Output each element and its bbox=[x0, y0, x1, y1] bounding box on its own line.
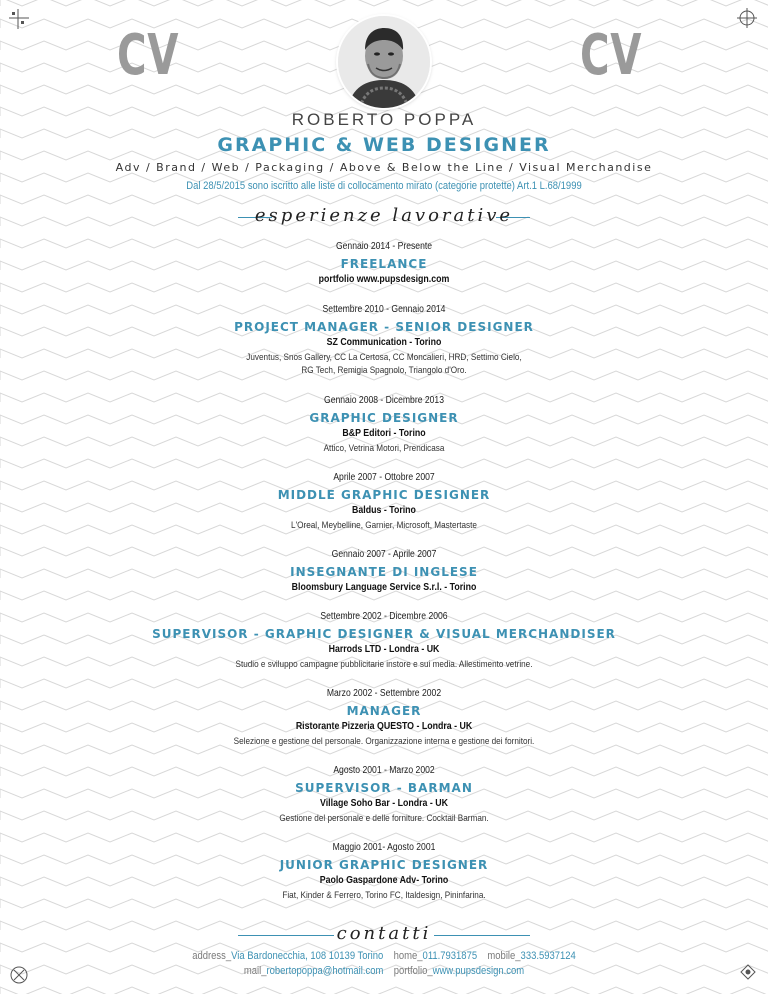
crosshair-icon bbox=[737, 8, 757, 28]
job-title: JUNIOR GRAPHIC DESIGNER bbox=[279, 858, 489, 872]
job-entry bbox=[0, 241, 768, 286]
job-dates: Maggio 2001- Agosto 2001 bbox=[332, 842, 436, 853]
person-name: ROBERTO POPPA bbox=[291, 110, 477, 129]
job-clients: Selezione e gestione del personale. Organizzazione interna e gestione dei fornitori. bbox=[233, 736, 535, 747]
registration-corner-icon bbox=[9, 9, 29, 29]
job-title: PROJECT MANAGER - SENIOR DESIGNER bbox=[234, 320, 534, 334]
job-dates: Aprile 2007 - Ottobre 2007 bbox=[333, 472, 435, 483]
job-entry bbox=[0, 549, 768, 594]
mobile-label: mobile_ bbox=[487, 950, 521, 962]
job-company: Bloomsbury Language Service S.r.l. - Torino bbox=[291, 582, 477, 593]
job-company: portfolio www.pupsdesign.com bbox=[318, 274, 450, 285]
job-company: Harrods LTD - Londra - UK bbox=[328, 644, 440, 655]
address-label: address_ bbox=[192, 950, 232, 962]
mail-label: mail_ bbox=[243, 965, 267, 977]
job-entry bbox=[0, 765, 768, 825]
job-dates: Gennaio 2007 - Aprile 2007 bbox=[331, 549, 437, 560]
job-title: MIDDLE GRAPHIC DESIGNER bbox=[277, 488, 491, 502]
job-clients: Fiat, Kinder & Ferrero, Torino FC, Italdesign, Pininfarina. bbox=[282, 890, 486, 901]
contacts-heading bbox=[238, 923, 530, 946]
job-company: Baldus - Torino bbox=[352, 505, 416, 516]
job-company: SZ Communication - Torino bbox=[326, 337, 442, 348]
job-entry bbox=[0, 395, 768, 455]
home-phone-value: 011.7931875 bbox=[422, 950, 478, 962]
experience-title: esperienze lavorative bbox=[254, 205, 514, 226]
job-title: INSEGNANTE DI INGLESE bbox=[290, 565, 478, 579]
job-company: B&P Editori - Torino bbox=[342, 428, 426, 439]
job-company: Village Soho Bar - Londra - UK bbox=[320, 798, 448, 809]
job-title: SUPERVISOR - BARMAN bbox=[295, 781, 473, 795]
job-title: SUPERVISOR - GRAPHIC DESIGNER & VISUAL MERCHANDISER bbox=[152, 627, 616, 641]
job-dates: Agosto 2001 - Marzo 2002 bbox=[333, 765, 435, 776]
job-company: Ristorante Pizzeria QUESTO - Londra - UK bbox=[295, 721, 473, 732]
job-clients: RG Tech, Remigia Spagnolo, Triangolo d'Oro. bbox=[301, 365, 467, 376]
job-dates: Marzo 2002 - Settembre 2002 bbox=[326, 688, 442, 699]
job-dates: Gennaio 2014 - Presente bbox=[335, 241, 433, 252]
experience-heading bbox=[238, 205, 530, 228]
portfolio-label: portfolio_ bbox=[393, 965, 433, 977]
job-entry bbox=[0, 842, 768, 902]
portfolio-link[interactable]: www.pupsdesign.com bbox=[432, 965, 525, 977]
skills-line: Adv / Brand / Web / Packaging / Above & Below the Line / Visual Merchandise bbox=[115, 161, 653, 174]
job-clients: Attico, Vetrina Motori, Prendicasa bbox=[323, 443, 445, 454]
home-label: home_ bbox=[393, 950, 423, 962]
circle-x-icon bbox=[9, 965, 29, 985]
job-entry bbox=[0, 304, 768, 377]
avatar bbox=[338, 16, 430, 108]
portrait-photo bbox=[338, 16, 430, 108]
diamond-target-icon bbox=[740, 964, 756, 980]
job-clients: Juventus, Snos Gallery, CC La Certosa, CC Moncalieri, HRD, Settimo Cielo, bbox=[246, 352, 522, 363]
job-entry bbox=[0, 472, 768, 532]
job-clients: Studio e sviluppo campagne pubblicitarie instore e sui media. Allestimento vetrine. bbox=[235, 659, 533, 670]
mobile-phone-value: 333.5937124 bbox=[520, 950, 576, 962]
job-clients: Gestione del personale e delle forniture. Cocktail Barman. bbox=[279, 813, 489, 824]
address-value: Via Bardonecchia, 108 10139 Torino bbox=[231, 950, 384, 962]
job-entry bbox=[0, 688, 768, 748]
job-clients: L'Oreal, Meybelline, Garnier, Microsoft, Mastertaste bbox=[291, 520, 477, 531]
job-title: GRAPHIC DESIGNER bbox=[309, 411, 459, 425]
job-dates: Settembre 2002 - Dicembre 2006 bbox=[320, 611, 448, 622]
job-role: GRAPHIC & WEB DESIGNER bbox=[217, 134, 551, 156]
contact-line-1 bbox=[54, 950, 714, 962]
job-company: Paolo Gaspardone Adv- Torino bbox=[319, 875, 449, 886]
email-link[interactable]: robertopoppa@hotmail.com bbox=[266, 965, 384, 977]
job-dates: Gennaio 2008 - Dicembre 2013 bbox=[324, 395, 444, 406]
employment-note: Dal 28/5/2015 sono iscritto alle liste di collocamento mirato (categorie protette) Art.1 L.68/1999 bbox=[186, 180, 582, 192]
cv-mark-left: CV bbox=[117, 23, 180, 88]
contacts-title: contatti bbox=[336, 923, 432, 944]
job-dates: Settembre 2010 - Gennaio 2014 bbox=[322, 304, 446, 315]
contact-line-2 bbox=[54, 965, 714, 977]
job-title: MANAGER bbox=[346, 704, 422, 718]
job-entry bbox=[0, 611, 768, 671]
job-title: FREELANCE bbox=[340, 257, 428, 271]
cv-mark-right: CV bbox=[580, 23, 643, 88]
